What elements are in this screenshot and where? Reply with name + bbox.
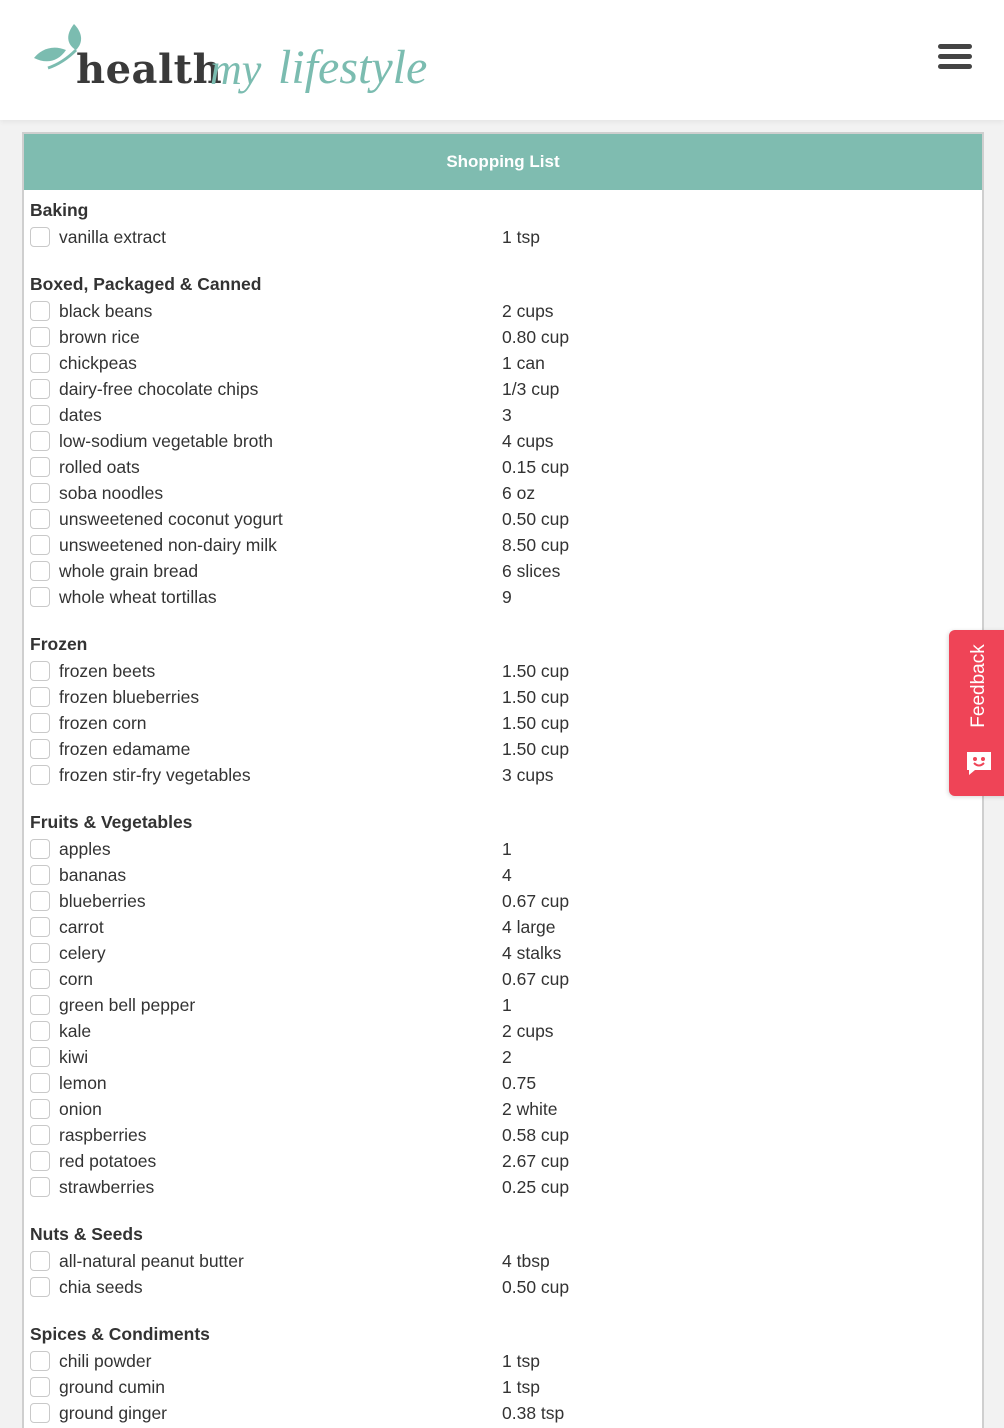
item-checkbox[interactable] [30, 379, 50, 399]
item-checkbox[interactable] [30, 1177, 50, 1197]
item-name: green bell pepper [59, 995, 196, 1015]
item-quantity: 4 tbsp [502, 1251, 550, 1271]
item-checkbox[interactable] [30, 1351, 50, 1371]
item-quantity: 2.67 cup [502, 1151, 570, 1171]
item-checkbox[interactable] [30, 509, 50, 529]
item-quantity: 1.50 cup [502, 661, 570, 681]
item-checkbox[interactable] [30, 969, 50, 989]
list-item [30, 736, 982, 762]
item-quantity: 0.75 [502, 1073, 537, 1093]
item-name: ground cumin [59, 1377, 166, 1397]
item-name: frozen blueberries [59, 687, 200, 707]
item-checkbox[interactable] [30, 431, 50, 451]
item-checkbox[interactable] [30, 1099, 50, 1119]
item-checkbox[interactable] [30, 995, 50, 1015]
list-item [30, 1274, 982, 1300]
item-checkbox[interactable] [30, 587, 50, 607]
list-item [30, 966, 982, 992]
item-checkbox[interactable] [30, 561, 50, 581]
item-quantity: 2 white [502, 1099, 558, 1119]
item-quantity: 0.38 tsp [502, 1403, 565, 1423]
list-item [30, 684, 982, 710]
item-name: chickpeas [59, 353, 137, 373]
category-section [30, 810, 982, 1200]
category-title: Boxed, Packaged & Canned [30, 274, 262, 294]
item-checkbox[interactable] [30, 1277, 50, 1297]
item-checkbox[interactable] [30, 1251, 50, 1271]
feedback-button[interactable] [949, 630, 1004, 796]
item-checkbox[interactable] [30, 739, 50, 759]
list-item [30, 298, 982, 324]
category-title: Baking [30, 200, 89, 220]
item-name: frozen stir-fry vegetables [59, 765, 251, 785]
item-name: brown rice [59, 327, 140, 347]
item-name: bananas [59, 865, 127, 885]
item-name: onion [59, 1099, 102, 1119]
item-checkbox[interactable] [30, 943, 50, 963]
list-item [30, 1122, 982, 1148]
category-section [30, 198, 982, 250]
list-item [30, 658, 982, 684]
item-quantity: 0.25 cup [502, 1177, 570, 1197]
item-name: unsweetened coconut yogurt [59, 509, 283, 529]
item-quantity: 3 [502, 405, 512, 425]
item-checkbox[interactable] [30, 457, 50, 477]
item-name: whole wheat tortillas [59, 587, 217, 607]
item-quantity: 1 tsp [502, 1377, 540, 1397]
item-checkbox[interactable] [30, 405, 50, 425]
list-item [30, 1348, 982, 1374]
category-section [30, 632, 982, 788]
item-quantity: 6 oz [502, 483, 536, 503]
item-name: celery [59, 943, 106, 963]
list-item [30, 940, 982, 966]
item-quantity: 0.67 cup [502, 969, 570, 989]
item-name: frozen beets [59, 661, 156, 681]
item-quantity: 9 [502, 587, 512, 607]
category-section [30, 1222, 982, 1300]
item-name: kale [59, 1021, 92, 1041]
item-name: black beans [59, 301, 153, 321]
list-item [30, 324, 982, 350]
list-item [30, 1148, 982, 1174]
list-item [30, 888, 982, 914]
category-title: Spices & Condiments [30, 1324, 210, 1344]
list-item [30, 1374, 982, 1400]
category-title: Nuts & Seeds [30, 1224, 143, 1244]
item-checkbox[interactable] [30, 1125, 50, 1145]
item-checkbox[interactable] [30, 227, 50, 247]
site-header [0, 0, 1004, 120]
item-checkbox[interactable] [30, 483, 50, 503]
category-title: Fruits & Vegetables [30, 812, 193, 832]
item-checkbox[interactable] [30, 353, 50, 373]
feedback-label: Feedback [968, 644, 989, 728]
category-section [30, 1322, 982, 1426]
item-checkbox[interactable] [30, 1021, 50, 1041]
list-item [30, 1070, 982, 1096]
item-checkbox[interactable] [30, 713, 50, 733]
item-quantity: 4 large [502, 917, 556, 937]
item-name: frozen edamame [59, 739, 191, 759]
list-item [30, 1044, 982, 1070]
item-quantity: 1.50 cup [502, 687, 570, 707]
list-item [30, 1174, 982, 1200]
item-name: corn [59, 969, 94, 989]
list-item [30, 480, 982, 506]
list-item [30, 762, 982, 788]
item-checkbox[interactable] [30, 1073, 50, 1093]
item-quantity: 6 slices [502, 561, 561, 581]
item-checkbox[interactable] [30, 535, 50, 555]
item-quantity: 0.67 cup [502, 891, 570, 911]
item-quantity: 1 [502, 995, 512, 1015]
item-name: dairy-free chocolate chips [59, 379, 259, 399]
category-section [30, 272, 982, 610]
item-checkbox[interactable] [30, 891, 50, 911]
item-quantity: 0.50 cup [502, 509, 570, 529]
item-checkbox[interactable] [30, 1047, 50, 1067]
item-name: whole grain bread [59, 561, 199, 581]
item-name: vanilla extract [59, 227, 166, 247]
item-name: carrot [59, 917, 104, 937]
item-quantity: 8.50 cup [502, 535, 570, 555]
item-quantity: 4 [502, 865, 512, 885]
item-quantity: 0.50 cup [502, 1277, 570, 1297]
item-name: all-natural peanut butter [59, 1251, 244, 1271]
item-quantity: 4 cups [502, 431, 554, 451]
list-item [30, 532, 982, 558]
list-item [30, 224, 982, 250]
item-name: dates [59, 405, 102, 425]
item-quantity: 0.58 cup [502, 1125, 570, 1145]
item-name: soba noodles [59, 483, 164, 503]
item-quantity: 1 tsp [502, 1351, 540, 1371]
shopping-list [24, 190, 982, 1426]
item-quantity: 1 tsp [502, 227, 540, 247]
list-item [30, 506, 982, 532]
item-name: kiwi [59, 1047, 89, 1067]
item-checkbox[interactable] [30, 661, 50, 681]
list-item [30, 710, 982, 736]
item-checkbox[interactable] [30, 327, 50, 347]
list-item [30, 350, 982, 376]
list-item [30, 558, 982, 584]
item-quantity: 4 stalks [502, 943, 562, 963]
list-item [30, 1248, 982, 1274]
brand-word-my: my [210, 45, 262, 94]
item-name: lemon [59, 1073, 107, 1093]
list-item [30, 1400, 982, 1426]
item-quantity: 1 [502, 839, 512, 859]
shopping-list-card [22, 132, 984, 1428]
item-checkbox[interactable] [30, 301, 50, 321]
list-item [30, 992, 982, 1018]
item-name: chili powder [59, 1351, 152, 1371]
item-name: raspberries [59, 1125, 147, 1145]
item-name: strawberries [59, 1177, 155, 1197]
item-checkbox[interactable] [30, 687, 50, 707]
list-item [30, 584, 982, 610]
item-name: frozen corn [59, 713, 147, 733]
brand-logo[interactable] [30, 20, 430, 106]
item-quantity: 1 can [502, 353, 545, 373]
item-quantity: 1/3 cup [502, 379, 560, 399]
item-quantity: 1.50 cup [502, 739, 570, 759]
item-quantity: 0.15 cup [502, 457, 570, 477]
list-item [30, 836, 982, 862]
shopping-list-title: Shopping List [24, 134, 982, 190]
item-checkbox[interactable] [30, 1403, 50, 1423]
item-name: red potatoes [59, 1151, 157, 1171]
item-name: apples [59, 839, 111, 859]
item-quantity: 2 [502, 1047, 512, 1067]
item-checkbox[interactable] [30, 917, 50, 937]
brand-word-lifestyle: lifestyle [278, 41, 428, 94]
list-item [30, 376, 982, 402]
list-item [30, 1018, 982, 1044]
item-quantity: 3 cups [502, 765, 554, 785]
item-name: rolled oats [59, 457, 140, 477]
list-item [30, 914, 982, 940]
list-item [30, 402, 982, 428]
item-checkbox[interactable] [30, 839, 50, 859]
brand-word-health: health [76, 46, 223, 93]
item-name: ground ginger [59, 1403, 167, 1423]
item-checkbox[interactable] [30, 865, 50, 885]
item-checkbox[interactable] [30, 1377, 50, 1397]
list-item [30, 1096, 982, 1122]
list-item [30, 862, 982, 888]
item-quantity: 2 cups [502, 1021, 554, 1041]
item-quantity: 1.50 cup [502, 713, 570, 733]
category-title: Frozen [30, 634, 88, 654]
smiley-chat-icon [965, 750, 993, 776]
item-name: chia seeds [59, 1277, 143, 1297]
item-name: unsweetened non-dairy milk [59, 535, 277, 555]
item-name: low-sodium vegetable broth [59, 431, 274, 451]
hamburger-menu-icon[interactable] [932, 44, 978, 78]
item-checkbox[interactable] [30, 1151, 50, 1171]
list-item [30, 428, 982, 454]
list-item [30, 454, 982, 480]
item-checkbox[interactable] [30, 765, 50, 785]
item-quantity: 2 cups [502, 301, 554, 321]
item-quantity: 0.80 cup [502, 327, 570, 347]
item-name: blueberries [59, 891, 146, 911]
